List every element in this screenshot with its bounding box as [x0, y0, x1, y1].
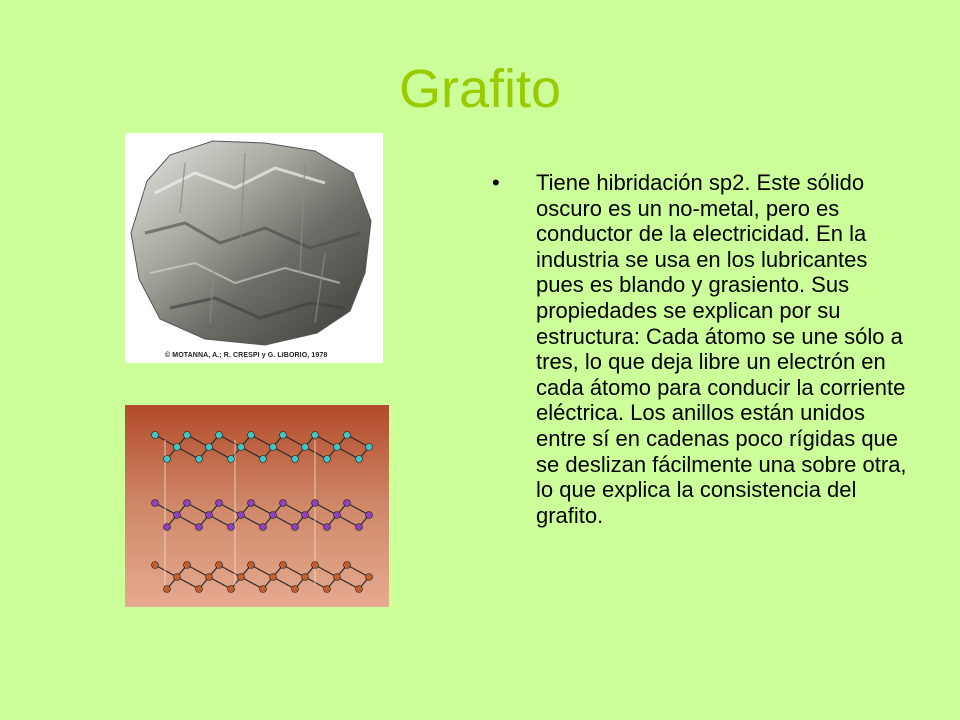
- atom-middle: [238, 512, 245, 519]
- bullet-marker: •: [492, 170, 500, 195]
- atom-middle: [216, 500, 223, 507]
- bullet-item: [492, 170, 907, 528]
- atom-middle: [228, 524, 235, 531]
- atom-top: [312, 432, 319, 439]
- atom-middle: [206, 512, 213, 519]
- atom-bottom: [184, 562, 191, 569]
- atom-middle: [312, 500, 319, 507]
- graphite-mineral-photo: [125, 133, 383, 363]
- atom-middle: [334, 512, 341, 519]
- atom-top: [356, 456, 363, 463]
- atom-top: [152, 432, 159, 439]
- atom-top: [196, 456, 203, 463]
- atom-middle: [280, 500, 287, 507]
- atom-bottom: [270, 574, 277, 581]
- atom-middle: [324, 524, 331, 531]
- atom-bottom: [334, 574, 341, 581]
- atom-bottom: [164, 586, 171, 593]
- atom-middle: [292, 524, 299, 531]
- atom-top: [228, 456, 235, 463]
- atom-top: [164, 456, 171, 463]
- atom-top: [302, 444, 309, 451]
- atom-top: [270, 444, 277, 451]
- atom-bottom: [324, 586, 331, 593]
- atom-top: [334, 444, 341, 451]
- atom-bottom: [196, 586, 203, 593]
- atom-middle: [248, 500, 255, 507]
- atom-middle: [260, 524, 267, 531]
- atom-top: [248, 432, 255, 439]
- atom-bottom: [280, 562, 287, 569]
- atom-bottom: [174, 574, 181, 581]
- atom-bottom: [292, 586, 299, 593]
- atom-bottom: [248, 562, 255, 569]
- atom-bottom: [216, 562, 223, 569]
- atom-top: [292, 456, 299, 463]
- atom-bottom: [366, 574, 373, 581]
- image-credit: © MOTANNA, A.; R. CRESPI y G. LIBORIO, 1978: [165, 352, 328, 359]
- atom-top: [260, 456, 267, 463]
- atom-middle: [270, 512, 277, 519]
- bullet-text: Tiene hibridación sp2. Este sólido oscuro es un no-metal, pero es conductor de la electricidad. En la industria se usa en los lubricantes pues es blando y grasiento. Sus propiedades se explican por su estructura: Cada átomo se une sólo a tres, lo que deja libre un electrón en cada átomo para conducir la corriente eléctrica. Los anillos están unidos entre sí en cadenas poco rígidas que se deslizan fácilmente una sobre otra, lo que explica la consistencia del grafito.: [536, 170, 907, 528]
- atom-top: [216, 432, 223, 439]
- atom-middle: [196, 524, 203, 531]
- slide-title: Grafito: [398, 59, 562, 119]
- atom-top: [344, 432, 351, 439]
- atom-middle: [174, 512, 181, 519]
- atom-bottom: [206, 574, 213, 581]
- atom-top: [184, 432, 191, 439]
- atom-middle: [302, 512, 309, 519]
- atom-bottom: [152, 562, 159, 569]
- graphite-structure-diagram: [125, 405, 389, 607]
- atom-middle: [164, 524, 171, 531]
- atom-middle: [152, 500, 159, 507]
- atom-bottom: [228, 586, 235, 593]
- atom-bottom: [238, 574, 245, 581]
- atom-top: [280, 432, 287, 439]
- atom-bottom: [260, 586, 267, 593]
- atom-top: [366, 444, 373, 451]
- atom-middle: [366, 512, 373, 519]
- atom-bottom: [302, 574, 309, 581]
- atom-top: [238, 444, 245, 451]
- atom-top: [206, 444, 213, 451]
- atom-middle: [356, 524, 363, 531]
- atom-middle: [184, 500, 191, 507]
- atom-bottom: [356, 586, 363, 593]
- atom-top: [324, 456, 331, 463]
- atom-bottom: [312, 562, 319, 569]
- atom-top: [174, 444, 181, 451]
- atom-bottom: [344, 562, 351, 569]
- atom-middle: [344, 500, 351, 507]
